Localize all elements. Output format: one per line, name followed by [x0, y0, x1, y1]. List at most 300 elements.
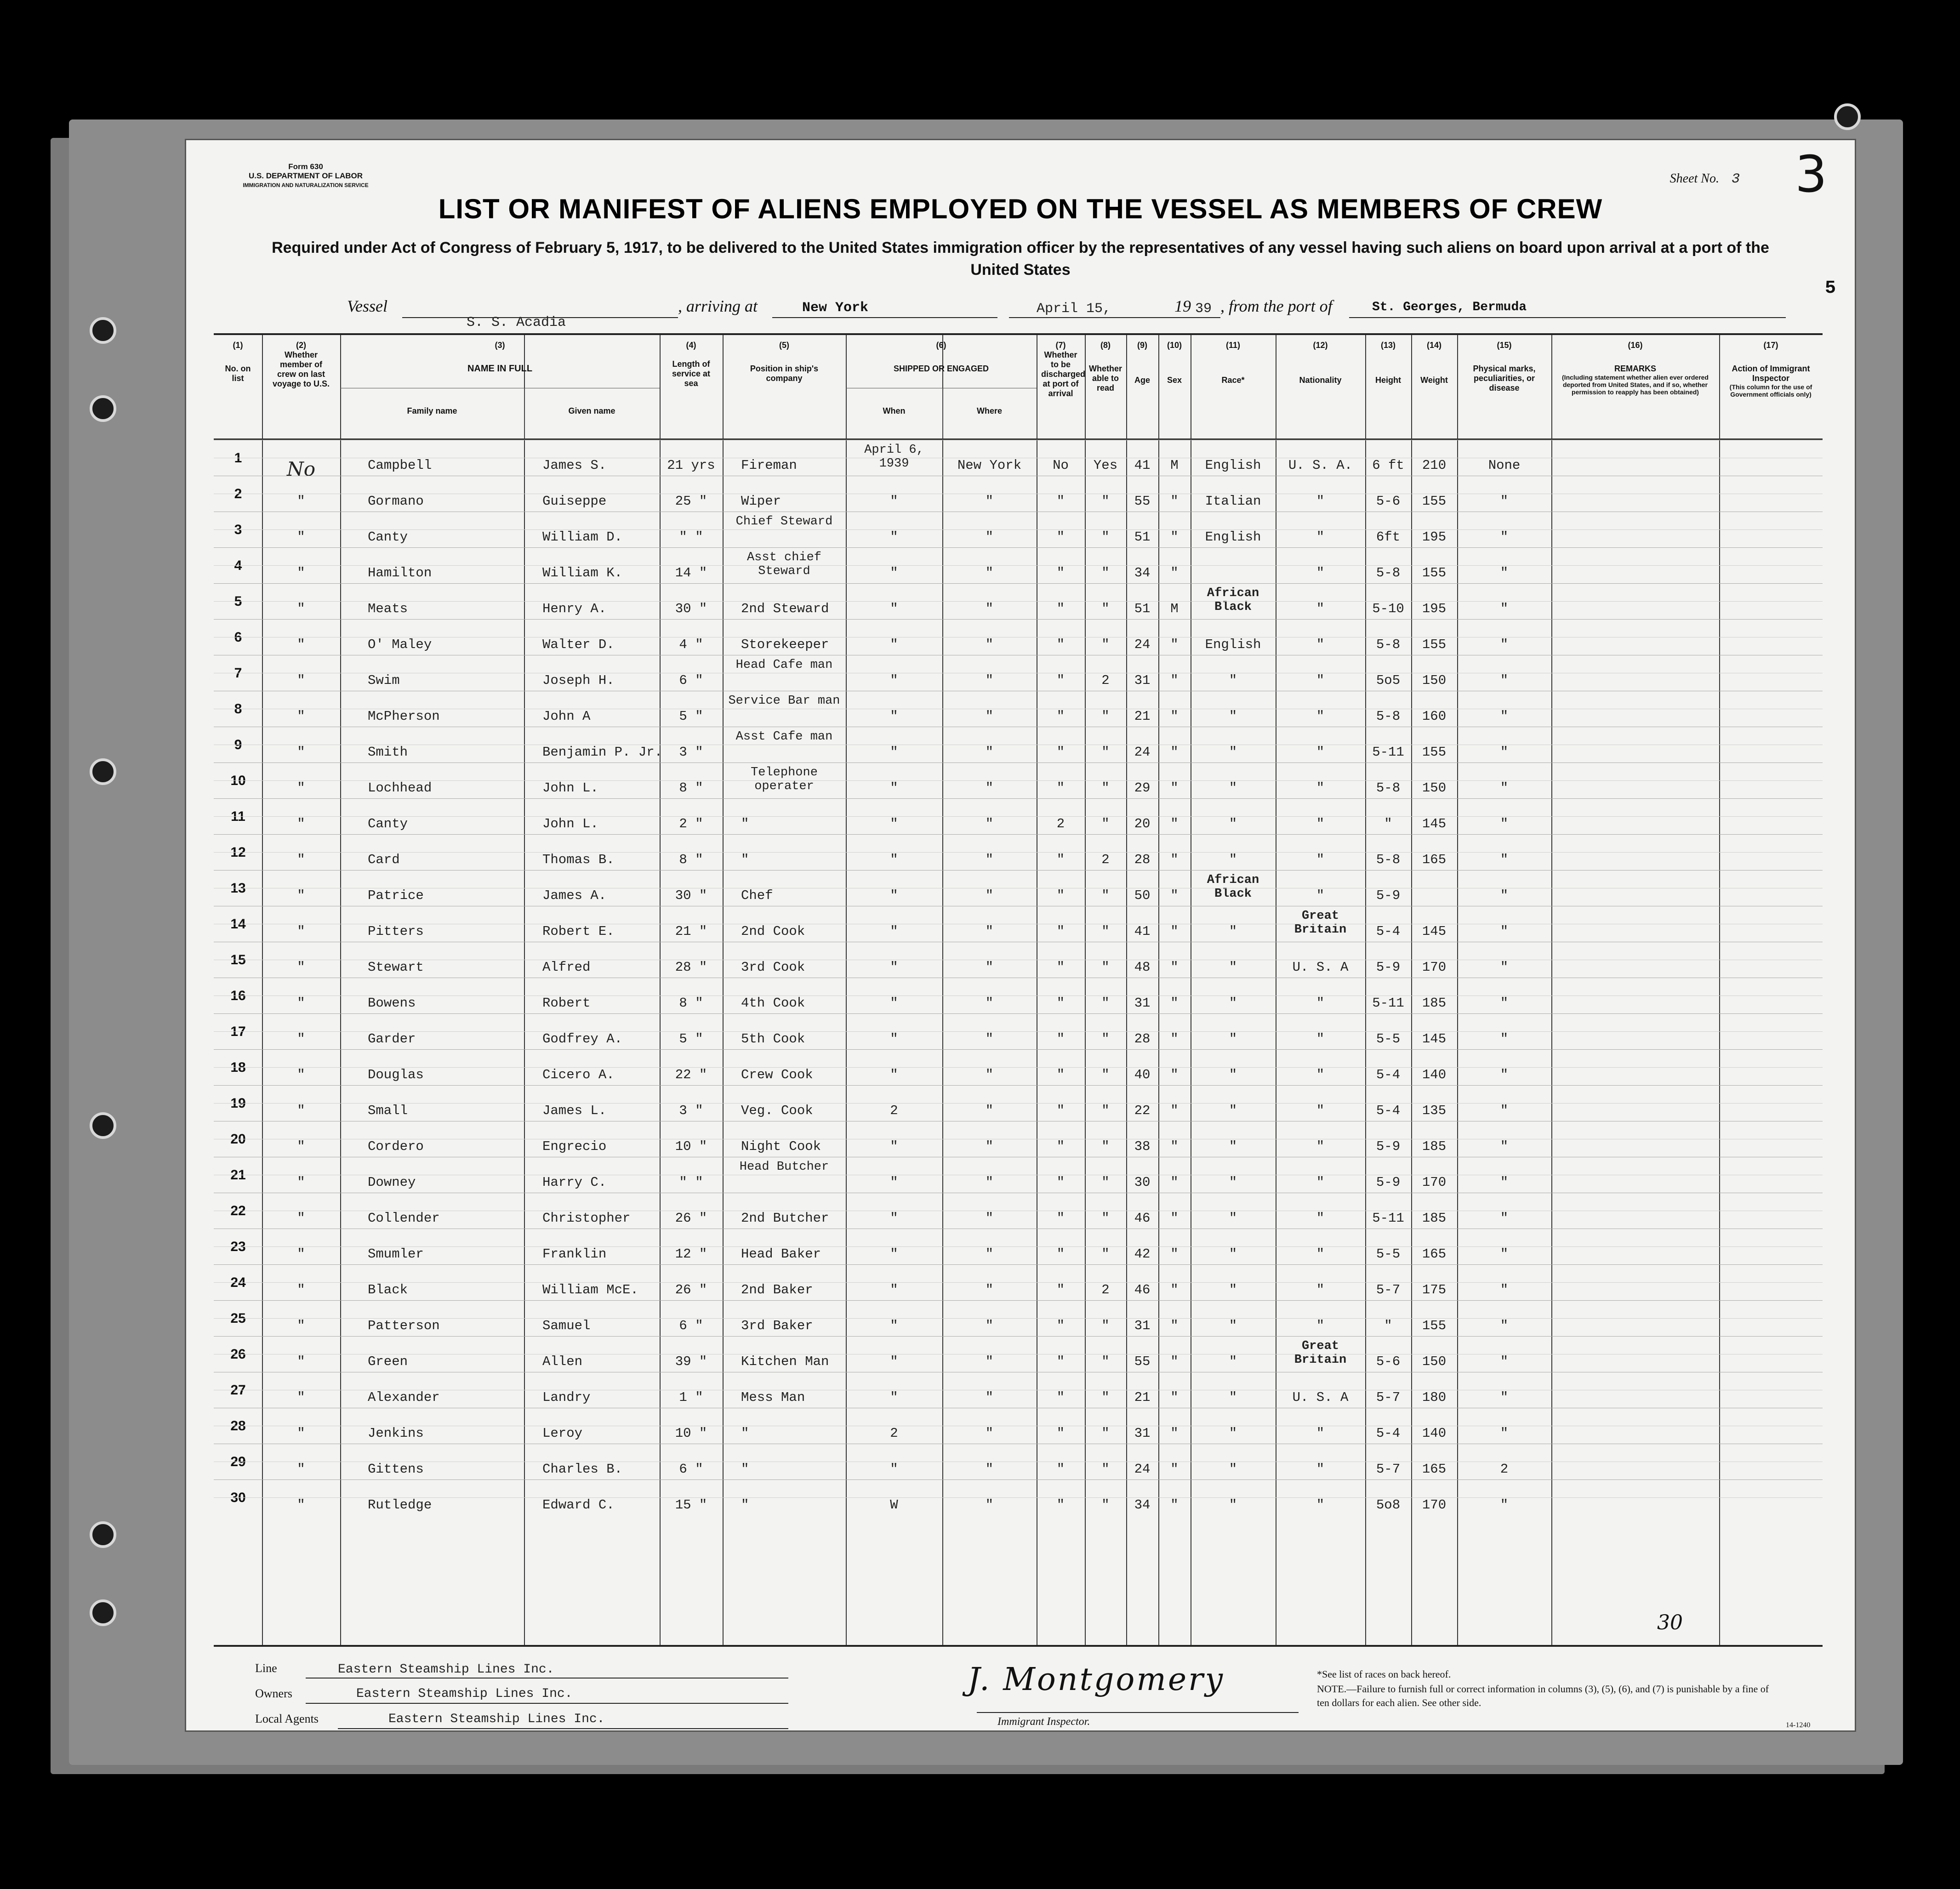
- cell-race: ": [1229, 745, 1237, 760]
- cell-position: Crew Cook: [741, 1067, 813, 1082]
- cell-where: ": [985, 924, 994, 939]
- cell-age: 41: [1134, 458, 1151, 473]
- cell-weight: 140: [1422, 1426, 1447, 1441]
- cell-sex: ": [1170, 529, 1179, 545]
- cell-when: ": [890, 924, 898, 939]
- cell-sex: ": [1170, 780, 1179, 796]
- cell-given: James S.: [542, 458, 607, 473]
- cell-disch: ": [1056, 960, 1065, 975]
- row-number: 30: [230, 1490, 246, 1505]
- cell-marks: ": [1500, 1246, 1509, 1262]
- cell-marks: ": [1500, 529, 1509, 545]
- cell-given: Alfred: [542, 960, 591, 975]
- agents-underline: [338, 1728, 788, 1729]
- signature-underline: [977, 1712, 1299, 1713]
- cell-race: ": [1229, 816, 1237, 831]
- cell-service: " ": [679, 1175, 703, 1190]
- cell-weight: 170: [1422, 1175, 1447, 1190]
- cell-service: 8 ": [679, 780, 703, 796]
- cell-weight: 160: [1422, 709, 1447, 724]
- cell-height: 5-4: [1376, 924, 1401, 939]
- cell-where: ": [985, 816, 994, 831]
- cell-where: ": [985, 1390, 994, 1405]
- cell-last: ": [297, 1282, 305, 1297]
- cell-read: ": [1101, 1067, 1110, 1082]
- arriving-label: , arriving at: [678, 297, 758, 315]
- vessel-label: Vessel: [347, 297, 387, 315]
- cell-nat: ": [1316, 1282, 1325, 1297]
- cell-disch: ": [1056, 1175, 1065, 1190]
- cell-family: Alexander: [368, 1390, 440, 1405]
- port-underline: [1349, 317, 1786, 318]
- cell-height: 5-6: [1376, 1354, 1401, 1369]
- cell-sex: ": [1170, 888, 1179, 903]
- cell-read: ": [1101, 1390, 1110, 1405]
- cell-read: Yes: [1093, 458, 1118, 473]
- cell-given: Franklin: [542, 1246, 607, 1262]
- header-col-3-family: Family name: [407, 406, 457, 415]
- cell-read: 2: [1101, 673, 1110, 688]
- cell-when: ": [890, 1318, 898, 1333]
- tally-mark: 30: [1657, 1611, 1683, 1634]
- cell-last: ": [297, 673, 305, 688]
- cell-height: 5-8: [1376, 637, 1401, 652]
- row-number: 4: [234, 558, 242, 573]
- cell-nat: Great Britain: [1294, 909, 1347, 937]
- cell-read: ": [1101, 529, 1110, 545]
- cell-nat: ": [1316, 1462, 1325, 1477]
- cell-family: Douglas: [368, 1067, 424, 1082]
- cell-age: 22: [1134, 1103, 1151, 1118]
- row-number: 9: [234, 737, 242, 752]
- cell-position: Fireman: [741, 458, 797, 473]
- cell-where: ": [985, 529, 994, 545]
- cell-family: Rutledge: [368, 1497, 432, 1513]
- manifest-page: [186, 140, 1855, 1730]
- cell-given: Walter D.: [542, 637, 615, 652]
- cell-given: John L.: [542, 816, 598, 831]
- row-number: 14: [230, 916, 246, 932]
- cell-race: ": [1229, 1103, 1237, 1118]
- row-number: 15: [230, 952, 246, 967]
- cell-last: ": [297, 1354, 305, 1369]
- cell-service: 8 ": [679, 852, 703, 867]
- row-number: 23: [230, 1239, 246, 1254]
- cell-marks: ": [1500, 780, 1509, 796]
- cell-family: Black: [368, 1282, 408, 1297]
- cell-race: ": [1229, 1462, 1237, 1477]
- cell-when: ": [890, 852, 898, 867]
- cell-nat: ": [1316, 780, 1325, 796]
- cell-nat: ": [1316, 1103, 1325, 1118]
- cell-position: Service Bar man: [728, 694, 840, 708]
- cell-last: ": [297, 601, 305, 616]
- cell-last: ": [297, 1426, 305, 1441]
- cell-weight: 135: [1422, 1103, 1447, 1118]
- cell-service: 3 ": [679, 1103, 703, 1118]
- date-underline: [1009, 317, 1220, 318]
- cell-marks: ": [1500, 745, 1509, 760]
- cell-service: 14 ": [675, 565, 707, 580]
- table-row: [214, 1121, 1823, 1157]
- cell-age: 42: [1134, 1246, 1151, 1262]
- row-number: 13: [230, 881, 246, 896]
- manifest-title: LIST OR MANIFEST OF ALIENS EMPLOYED ON THE VESSEL AS MEMBERS OF CREW: [438, 193, 1603, 224]
- agents-value: Eastern Steamship Lines Inc.: [388, 1712, 605, 1726]
- table-row: [214, 1049, 1823, 1085]
- cell-where: ": [985, 1139, 994, 1154]
- cell-height: 5-4: [1376, 1426, 1401, 1441]
- cell-age: 55: [1134, 494, 1151, 509]
- cell-where: ": [985, 1497, 994, 1513]
- cell-read: ": [1101, 637, 1110, 652]
- cell-read: ": [1101, 1211, 1110, 1226]
- cell-height: ": [1384, 1318, 1392, 1333]
- cell-read: ": [1101, 1426, 1110, 1441]
- row-number: 25: [230, 1311, 246, 1326]
- cell-nat: ": [1316, 888, 1325, 903]
- cell-age: 31: [1134, 996, 1151, 1011]
- cell-read: ": [1101, 888, 1110, 903]
- margin-mark: 5: [1825, 278, 1836, 299]
- cell-height: 5-10: [1372, 601, 1404, 616]
- cell-where: ": [985, 960, 994, 975]
- cell-disch: ": [1056, 637, 1065, 652]
- cell-position: ": [741, 816, 749, 831]
- cell-when: ": [890, 1067, 898, 1082]
- crew-table: [214, 333, 1823, 1647]
- cell-given: Henry A.: [542, 601, 607, 616]
- cell-nat: ": [1316, 529, 1325, 545]
- cell-given: Allen: [542, 1354, 583, 1369]
- cell-weight: 150: [1422, 673, 1447, 688]
- cell-service: 30 ": [675, 601, 707, 616]
- cell-when: ": [890, 1246, 898, 1262]
- cell-weight: 175: [1422, 1282, 1447, 1297]
- cell-when: ": [890, 565, 898, 580]
- cell-age: 41: [1134, 924, 1151, 939]
- cell-where: New York: [957, 458, 1022, 473]
- cell-weight: 185: [1422, 996, 1447, 1011]
- cell-height: ": [1384, 816, 1392, 831]
- cell-disch: ": [1056, 709, 1065, 724]
- cell-marks: ": [1500, 888, 1509, 903]
- cell-height: 5-7: [1376, 1390, 1401, 1405]
- row-number: 5: [234, 594, 242, 609]
- cell-disch: ": [1056, 1246, 1065, 1262]
- row-number: 2: [234, 486, 242, 501]
- line-value: Eastern Steamship Lines Inc.: [338, 1662, 554, 1677]
- cell-last: ": [297, 1318, 305, 1333]
- header-col-8: (8) Whether able to read: [1089, 341, 1122, 393]
- cell-family: Patterson: [368, 1318, 440, 1333]
- cell-height: 5-4: [1376, 1103, 1401, 1118]
- cell-read: ": [1101, 816, 1110, 831]
- cell-read: ": [1101, 924, 1110, 939]
- cell-marks: ": [1500, 996, 1509, 1011]
- cell-given: Charles B.: [542, 1462, 623, 1477]
- cell-last: ": [297, 960, 305, 975]
- cell-marks: ": [1500, 960, 1509, 975]
- row-number: 24: [230, 1275, 246, 1290]
- cell-sex: M: [1170, 458, 1179, 473]
- cell-where: ": [985, 709, 994, 724]
- row-number: 22: [230, 1203, 246, 1218]
- cell-when: ": [890, 637, 898, 652]
- cell-family: Garder: [368, 1031, 416, 1047]
- cell-given: John A: [542, 709, 591, 724]
- cell-service: 2 ": [679, 816, 703, 831]
- cell-sex: ": [1170, 960, 1179, 975]
- cell-last: ": [297, 1175, 305, 1190]
- cell-weight: 150: [1422, 780, 1447, 796]
- cell-nat: U. S. A.: [1288, 458, 1353, 473]
- cell-read: 2: [1101, 852, 1110, 867]
- cell-weight: 180: [1422, 1390, 1447, 1405]
- cell-height: 5-7: [1376, 1282, 1401, 1297]
- cell-read: 2: [1101, 1282, 1110, 1297]
- cell-last: ": [297, 1139, 305, 1154]
- cell-marks: ": [1500, 1103, 1509, 1118]
- cell-disch: ": [1056, 1211, 1065, 1226]
- cell-where: ": [985, 1031, 994, 1047]
- cell-family: Canty: [368, 816, 408, 831]
- table-row: [214, 906, 1823, 942]
- cell-last: ": [297, 1103, 305, 1118]
- form-number: Form 630: [288, 162, 323, 171]
- table-row: [214, 1336, 1823, 1372]
- cell-race: ": [1229, 924, 1237, 939]
- cell-where: ": [985, 780, 994, 796]
- cell-marks: ": [1500, 1175, 1509, 1190]
- cell-race: ": [1229, 996, 1237, 1011]
- cell-disch: ": [1056, 673, 1065, 688]
- cell-given: Leroy: [542, 1426, 583, 1441]
- cell-position: 4th Cook: [741, 996, 805, 1011]
- cell-height: 5-9: [1376, 1139, 1401, 1154]
- cell-disch: ": [1056, 780, 1065, 796]
- header-col-13: (13) Height: [1375, 341, 1401, 385]
- cell-disch: ": [1056, 529, 1065, 545]
- cell-when: 2: [890, 1426, 898, 1441]
- cell-family: Meats: [368, 601, 408, 616]
- row-number: 11: [231, 809, 245, 824]
- table-row: [214, 834, 1823, 870]
- cell-position: Head Cafe man: [735, 658, 833, 672]
- cell-last: No: [286, 458, 316, 480]
- cell-where: ": [985, 745, 994, 760]
- cell-service: 6 ": [679, 1318, 703, 1333]
- cell-given: Thomas B.: [542, 852, 615, 867]
- year-prefix: 19: [1174, 297, 1191, 315]
- cell-height: 5-9: [1376, 960, 1401, 975]
- cell-last: ": [297, 1211, 305, 1226]
- cell-nat: ": [1316, 1426, 1325, 1441]
- cell-age: 31: [1134, 1426, 1151, 1441]
- row-number: 28: [230, 1418, 246, 1434]
- cell-last: ": [297, 1246, 305, 1262]
- cell-age: 29: [1134, 780, 1151, 796]
- cell-last: ": [297, 494, 305, 509]
- cell-where: ": [985, 637, 994, 652]
- cell-service: 3 ": [679, 745, 703, 760]
- cell-weight: 165: [1422, 1462, 1447, 1477]
- cell-sex: ": [1170, 745, 1179, 760]
- cell-when: ": [890, 960, 898, 975]
- cell-nat: ": [1316, 494, 1325, 509]
- table-row: [214, 1408, 1823, 1444]
- cell-last: ": [297, 1031, 305, 1047]
- cell-height: 5-6: [1376, 494, 1401, 509]
- cell-age: 24: [1134, 1462, 1151, 1477]
- cell-age: 31: [1134, 673, 1151, 688]
- cell-given: Joseph H.: [542, 673, 615, 688]
- cell-service: 6 ": [679, 1462, 703, 1477]
- header-col-6-where: Where: [976, 406, 1002, 415]
- header-col-3: (3) NAME IN FULL: [467, 341, 533, 374]
- cell-where: ": [985, 888, 994, 903]
- cell-height: 6 ft: [1372, 458, 1404, 473]
- cell-race: ": [1229, 709, 1237, 724]
- cell-where: ": [985, 1318, 994, 1333]
- cell-height: 5-5: [1376, 1246, 1401, 1262]
- cell-disch: ": [1056, 1426, 1065, 1441]
- header-col-11: (11) Race*: [1221, 341, 1245, 385]
- row-number: 10: [230, 773, 246, 788]
- table-row: [214, 1264, 1823, 1300]
- cell-when: 2: [890, 1103, 898, 1118]
- cell-position: ": [741, 1426, 749, 1441]
- binder-hole: [90, 1521, 116, 1548]
- cell-position: Kitchen Man: [741, 1354, 829, 1369]
- cell-marks: ": [1500, 1497, 1509, 1513]
- cell-family: Collender: [368, 1211, 440, 1226]
- cell-age: 46: [1134, 1211, 1151, 1226]
- cell-age: 28: [1134, 852, 1151, 867]
- header-col-16: (16) REMARKS (Including statement whether alien ever ordered deported from United States, and if so, whether permission to reapply has been obtained): [1562, 341, 1709, 396]
- cell-last: ": [297, 780, 305, 796]
- cell-nat: ": [1316, 1211, 1325, 1226]
- cell-last: ": [297, 1462, 305, 1477]
- cell-nat: ": [1316, 637, 1325, 652]
- cell-last: ": [297, 1390, 305, 1405]
- table-row: [214, 978, 1823, 1013]
- cell-race: English: [1205, 529, 1261, 545]
- cell-read: ": [1101, 1497, 1110, 1513]
- cell-last: ": [297, 565, 305, 580]
- cell-service: 10 ": [675, 1426, 707, 1441]
- cell-race: ": [1229, 1426, 1237, 1441]
- cell-race: ": [1229, 852, 1237, 867]
- cell-disch: ": [1056, 1103, 1065, 1118]
- sheet-number-label: [1670, 171, 1740, 187]
- table-row: [214, 1157, 1823, 1193]
- cell-height: 5o8: [1376, 1497, 1401, 1513]
- cell-where: ": [985, 673, 994, 688]
- cell-sex: ": [1170, 852, 1179, 867]
- cell-last: ": [297, 924, 305, 939]
- cell-nat: ": [1316, 673, 1325, 688]
- cell-weight: 155: [1422, 1318, 1447, 1333]
- cell-disch: ": [1056, 601, 1065, 616]
- cell-service: 12 ": [675, 1246, 707, 1262]
- header-col-7: (7) Whether to be discharged at port of arrival: [1041, 341, 1086, 398]
- cell-when: ": [890, 1031, 898, 1047]
- cell-where: ": [985, 1211, 994, 1226]
- cell-when: ": [890, 1282, 898, 1297]
- cell-when: ": [890, 1139, 898, 1154]
- cell-sex: ": [1170, 1282, 1179, 1297]
- cell-marks: ": [1500, 709, 1509, 724]
- cell-weight: 210: [1422, 458, 1447, 473]
- cell-age: 31: [1134, 1318, 1151, 1333]
- cell-race: ": [1229, 1282, 1237, 1297]
- cell-service: 26 ": [675, 1282, 707, 1297]
- cell-sex: M: [1170, 601, 1179, 616]
- cell-nat: ": [1316, 1031, 1325, 1047]
- cell-disch: ": [1056, 924, 1065, 939]
- cell-given: Benjamin P. Jr.: [542, 745, 663, 760]
- cell-read: ": [1101, 1318, 1110, 1333]
- cell-family: Lochhead: [368, 780, 432, 796]
- row-number: 6: [234, 630, 242, 645]
- cell-family: Gittens: [368, 1462, 424, 1477]
- cell-position: Veg. Cook: [741, 1103, 813, 1118]
- cell-age: 21: [1134, 1390, 1151, 1405]
- cell-nat: ": [1316, 1246, 1325, 1262]
- cell-given: John L.: [542, 780, 598, 796]
- penalty-note: NOTE.—Failure to furnish full or correct information in columns (3), (5), (6), and (7) is punishable by a fine of ten dollars for each alien. See other side.: [1317, 1683, 1769, 1708]
- row-number: 29: [230, 1454, 246, 1469]
- cell-weight: 155: [1422, 745, 1447, 760]
- cell-age: 46: [1134, 1282, 1151, 1297]
- cell-disch: ": [1056, 852, 1065, 867]
- cell-family: Smith: [368, 745, 408, 760]
- table-row: [214, 798, 1823, 834]
- row-number: 27: [230, 1383, 246, 1398]
- cell-family: Gormano: [368, 494, 424, 509]
- cell-position: Asst chief Steward: [746, 551, 822, 578]
- cell-age: 21: [1134, 709, 1151, 724]
- cell-age: 20: [1134, 816, 1151, 831]
- cell-given: Cicero A.: [542, 1067, 615, 1082]
- year-suffix: 39: [1195, 301, 1212, 317]
- cell-sex: ": [1170, 1497, 1179, 1513]
- row-number: 3: [234, 522, 242, 537]
- owners-label: Owners: [255, 1687, 292, 1700]
- cell-race: ": [1229, 780, 1237, 796]
- cell-service: 8 ": [679, 996, 703, 1011]
- cell-read: ": [1101, 1246, 1110, 1262]
- cell-sex: ": [1170, 1175, 1179, 1190]
- cell-last: ": [297, 888, 305, 903]
- cell-family: Cordero: [368, 1139, 424, 1154]
- cell-height: 5-8: [1376, 565, 1401, 580]
- row-number: 20: [230, 1132, 246, 1147]
- service-name: IMMIGRATION AND NATURALIZATION SERVICE: [243, 182, 369, 188]
- cell-race: ": [1229, 1211, 1237, 1226]
- cell-weight: 165: [1422, 852, 1447, 867]
- cell-sex: ": [1170, 996, 1179, 1011]
- cell-marks: ": [1500, 1067, 1509, 1082]
- cell-given: Harry C.: [542, 1175, 607, 1190]
- cell-family: Patrice: [368, 888, 424, 903]
- cell-weight: 145: [1422, 1031, 1447, 1047]
- cell-height: 6ft: [1376, 529, 1401, 545]
- cell-disch: ": [1056, 494, 1065, 509]
- cell-family: Smumler: [368, 1246, 424, 1262]
- cell-service: 5 ": [679, 709, 703, 724]
